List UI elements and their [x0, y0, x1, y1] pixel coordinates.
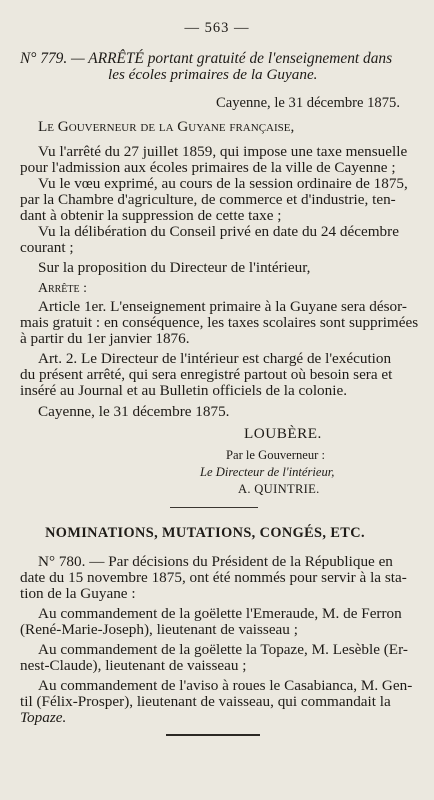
decree-title-line-1: N° 779. — ARRÊTÉ portant gratuité de l'enseignement dans [20, 50, 393, 67]
nomination-line-6: Au commandement de la goëlette la Topaze, M. Lesèble (Er- [38, 641, 408, 658]
body-line-1: Vu l'arrêté du 27 juillet 1859, qui impose une taxe mensuelle [38, 143, 408, 160]
nomination-line-3: tion de la Guyane : [20, 585, 136, 602]
closing-date: Cayenne, le 31 décembre 1875. [38, 403, 230, 420]
nomination-line-1: N° 780. — Par décisions du Président de la République en [38, 553, 393, 570]
body-line-2: pour l'admission aux écoles primaires de la ville de Cayenne ; [20, 159, 396, 176]
end-rule [166, 734, 260, 736]
body-line-8: Sur la proposition du Directeur de l'intérieur, [38, 259, 311, 276]
decree-date: Cayenne, le 31 décembre 1875. [216, 95, 400, 111]
nomination-line-4: Au commandement de la goëlette l'Emeraude, M. de Ferron [38, 605, 402, 622]
body-line-4: par la Chambre d'agriculture, de commerce et d'industrie, ten- [20, 191, 396, 208]
directeur-title: Le Directeur de l'intérieur, [200, 465, 335, 479]
section-heading: NOMINATIONS, MUTATIONS, CONGÉS, ETC. [45, 525, 365, 541]
governor-line: Le Gouverneur de la Guyane française, [38, 118, 295, 135]
nomination-line-7: nest-Claude), lieutenant de vaisseau ; [20, 657, 247, 674]
article-line-2: mais gratuit : en conséquence, les taxes scolaires sont supprimées [20, 314, 419, 331]
signature: LOUBÈRE. [244, 425, 322, 442]
article-line-6: inséré au Journal et au Bulletin officiels de la colonie. [20, 382, 347, 399]
nomination-line-2: date du 15 novembre 1875, ont été nommés pour servir à la sta- [20, 569, 407, 586]
par-le-gouverneur: Par le Gouverneur : [226, 448, 325, 462]
body-line-5: dant à obtenir la suppression de cette taxe ; [20, 207, 282, 224]
body-line-3: Vu le vœu exprimé, au cours de la session ordinaire de 1875, [38, 175, 408, 192]
article-line-4: Art. 2. Le Directeur de l'intérieur est chargé de l'exécution [38, 350, 392, 367]
page-number: — 563 — [184, 20, 250, 36]
nomination-line-5: (René-Marie-Joseph), lieutenant de vaisseau ; [20, 621, 298, 638]
nomination-line-8: Au commandement de l'aviso à roues le Casabianca, M. Gen- [38, 677, 413, 694]
nomination-line-9: til (Félix-Prosper), lieutenant de vaisseau, qui commandait la [20, 693, 391, 710]
arrete-label: Arrête : [38, 280, 87, 295]
article-line-3: à partir du 1er janvier 1876. [20, 330, 190, 347]
separator-short [170, 507, 258, 508]
countersign: A. QUINTRIE. [238, 482, 320, 496]
article-line-1: Article 1er. L'enseignement primaire à la Guyane sera désor- [38, 298, 407, 315]
body-line-7: courant ; [20, 239, 74, 256]
article-line-5: du présent arrêté, qui sera enregistré partout où besoin sera et [20, 366, 393, 383]
body-line-6: Vu la délibération du Conseil privé en date du 24 décembre [38, 223, 399, 240]
nomination-line-10: Topaze. [20, 709, 67, 726]
decree-title-line-2: les écoles primaires de la Guyane. [108, 66, 318, 83]
